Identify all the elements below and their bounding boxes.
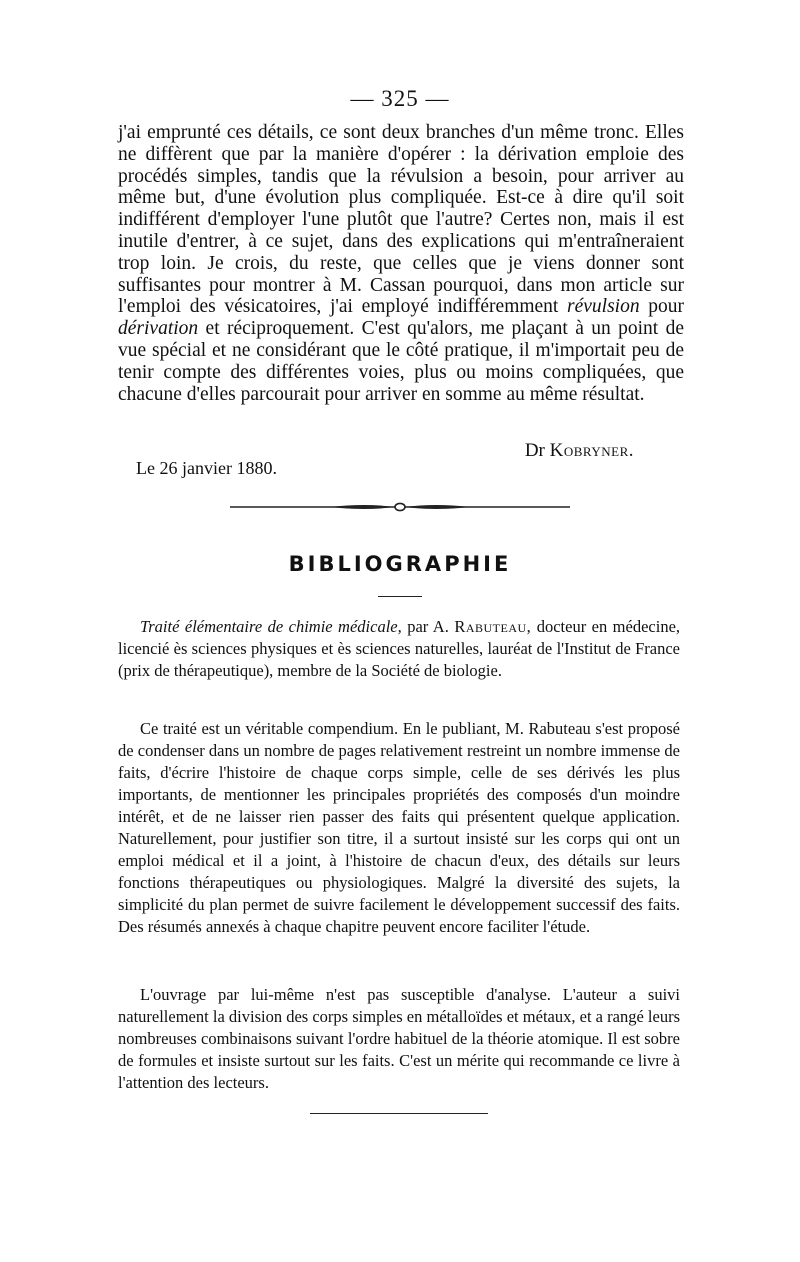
letter-paragraph (118, 122, 684, 405)
review-paragraph-2: L'ouvrage par lui-même n'est pas susceptible d'analyse. L'auteur a suivi naturellement la division des corps simples en métalloïdes et métaux, et a rangé leurs nombreuses combinaisons suivant l'ordre habituel de la théorie atomique. Il est sobre de formules et insiste surtout sur les faits. C'est un mérite qui recommande ce livre à l'attention des lecteurs. (118, 985, 680, 1092)
letter-text-a: j'ai emprunté ces détails, ce sont deux branches d'un même tronc. Elles ne diffèrent que par la manière d'opérer : la dérivation emploie des procédés simples, tandis que la révulsion a besoin, pour arriver au même but, d'une évolution plus compliquée. Est-ce à dire qu'il soit indifférent d'employer l'une plutôt que l'autre? Certes non, mais il est inutile d'entrer, à ce sujet, dans des explications qui m'entraîneraient trop loin. Je crois, du reste, que celles que je viens donner sont suffisantes pour montrer à M. Cassan pourquoi, dans mon article sur l'emploi des vésicatoires, j'ai employé indifféremment (118, 122, 684, 318)
signature-title: Dr (524, 440, 545, 461)
reference-par: par A. (407, 617, 449, 636)
page-number: — 325 — (350, 86, 450, 111)
letter-text (118, 122, 684, 405)
signature (525, 440, 634, 462)
review-paragraph-1: Ce traité est un véritable compendium. En le publiant, M. Rabuteau s'est proposé de condenser dans un nombre de pages relativement restreint un nombre immense de faits, d'écrire l'histoire de chaque corps simple, celle de ses dérivés les plus importants, de mentionner les principales propriétés des composés d'un moindre intérêt, et de ne laisser rien passer des faits qui présentent quelque application. Naturellement, pour justifier son titre, il a surtout insisté sur les corps qui ont un emploi médical et il a joint, à l'histoire de chacun d'eux, des détails sur leurs fonctions thérapeutiques ou physiologiques. Malgré la diversité des sujets, la simplicité du plan permet de suivre facilement le développement successif des faits. Des résumés annexés à chaque chapitre peuvent encore faciliter l'étude. (118, 719, 680, 936)
letter-emphasis-derivation: dérivation (118, 318, 199, 340)
closing-rule (310, 1113, 488, 1114)
book-title: Traité élémentaire de chimie médicale, (140, 617, 402, 636)
ornamental-divider (230, 500, 570, 514)
title-underline (378, 596, 422, 597)
letter-emphasis-revulsion: révulsion (567, 296, 640, 318)
letter-text-b: pour (648, 296, 684, 318)
section-title: BIBLIOGRAPHIE (288, 552, 512, 576)
reference-paragraph (118, 616, 680, 682)
review-body-2 (118, 984, 680, 1094)
book-author: Rabuteau, (454, 617, 532, 636)
book-reference (118, 616, 680, 682)
dateline: Le 26 janvier 1880. (136, 458, 277, 478)
review-body-1 (118, 718, 680, 938)
reference-details: docteur en médecine, licencié ès sciences physiques et ès sciences naturelles, lauréat de l'Institut de France (prix de thérapeutique), membre de la Société de biologie. (118, 617, 681, 680)
signature-name: Kobryner. (549, 440, 634, 461)
letter-text-c: et réciproquement. C'est qu'alors, me plaçant à un point de vue spécial et ne considérant que le côté pratique, il m'importait peu de tenir compte des différentes voies, plus ou moins compliquées, que chacune d'elles parcourait pour arriver en somme au même résultat. (118, 318, 685, 405)
